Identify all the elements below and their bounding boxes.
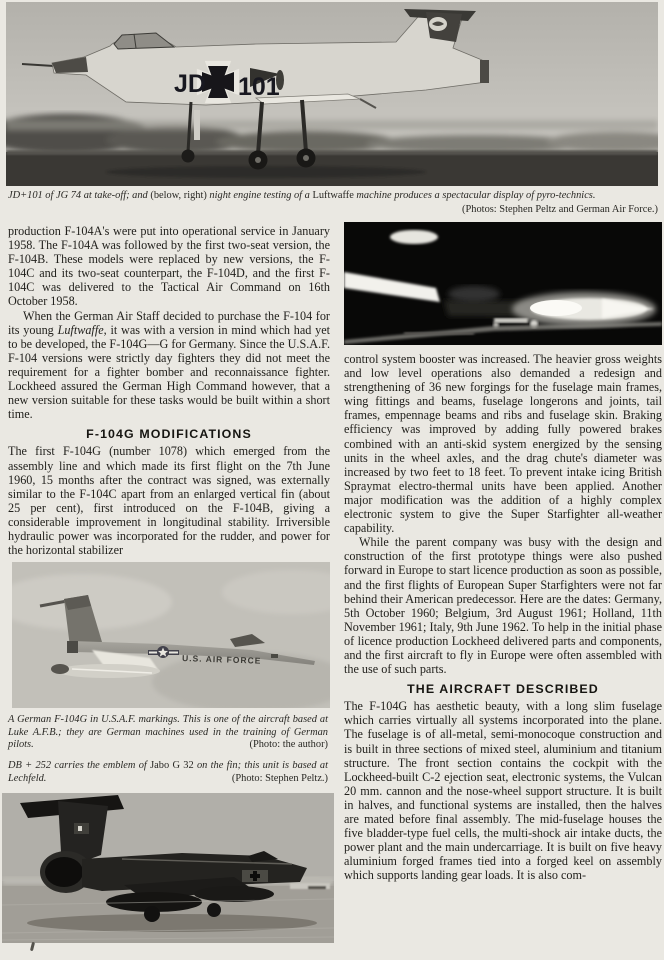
usaf-photo bbox=[12, 562, 330, 708]
page-edge-mark bbox=[30, 942, 35, 951]
caption-text: DB + 252 carries the emblem of Jabo G 32 on the fin; this unit is based at Lechfeld. bbox=[8, 760, 328, 784]
usaf-photo-caption bbox=[8, 714, 328, 751]
right-column bbox=[344, 222, 662, 882]
usaf-fuselage-text: U.S. AIR FORCE bbox=[181, 653, 262, 666]
aircraft-code-left: JD bbox=[174, 70, 206, 98]
caption-text: JD+101 of JG 74 at take-off; and (below, right) night engine testing of a Luftwaffe machine produces a spectacular display of pyro-technics. bbox=[8, 190, 596, 201]
photo-credit: (Photo: Stephen Peltz.) bbox=[231, 772, 328, 784]
takeoff-photo bbox=[6, 2, 658, 186]
night-test-photo bbox=[344, 222, 662, 345]
left-column bbox=[8, 224, 330, 943]
section-heading-modifications: F-104G MODIFICATIONS bbox=[86, 427, 252, 442]
aircraft-code-right: 101 bbox=[238, 73, 280, 101]
takeoff-photo-art bbox=[6, 2, 658, 186]
body-paragraph: control system booster was increased. The heavier gross weights and low level operations also demanded a redesign and strengthening of 36 new forgings for the fuselage main frames, wing fittings and beams, fuselage longerons and joints, tail frames, empennage beams and ribs and fuselage skin. Braking efficiency was improved by adding fully powered brakes combined with an anti-skid system energized by the sensing units in the wheel axles, and the drag chute's diameter was increased by two feet to 18 feet. To prevent intake icing British Spraymat electro-thermal units have been applied. Another major modification was the addition of a highly complex electronic system to give the Super Starfighter all-weather capability. bbox=[344, 352, 662, 536]
tail-photo-caption bbox=[8, 760, 328, 785]
body-paragraph: The first F-104G (number 1078) which emerged from the assembly line and which made its first flight on the 7th June 1960, 15 months after the contract was signed, was externally similar to the F-104C apart from an enlarged vertical fin (about 25 per cent), first introduced on the F-104B, giving a considerable improvement in longitudinal stability. Irriversible hydraulic power was incorporated for the rudder, and power for the horizontal stabilizer bbox=[8, 444, 330, 558]
body-paragraph: production F-104A's were put into operational service in January 1958. The F-104A was followed by the first two-seat version, the F-104B. These models were replaced by new versions, the F-104C and its two-seat counterpart, the F-104D, and the first F-104C was delivered to the Tactical Air Command on 16th October 1958. bbox=[8, 224, 330, 309]
top-photo-caption bbox=[8, 190, 658, 216]
body-paragraph: The F-104G has aesthetic beauty, with a long slim fuselage which carries virtually all systems incorporated into the plane. The fuselage is of all-metal, semi-monocoque construction and is built in three sections of mixed steel, aluminium and titanium structure. The front section contains the cockpit with the Lockheed-built C-2 ejection seat, electronic systems, the Vulcan 20 mm. cannon and the nose-wheel support structure. It is built in halves, and functional systems are installed, then the halves are mated before final assembly. The mid-fuselage houses the five bladder-type fuel cells, the multi-shock air intake ducts, the power plant and the main undercarriage. It is built on five heavy aluminium forged frames tied into a forged keel on assembly which supports landing gear loads. It is also com- bbox=[344, 699, 662, 883]
body-paragraph: While the parent company was busy with the design and construction of the first prototype things were also pushed forward in Europe to start licence production as soon as possible, and the first flights of European Super Starfighters were not far behind their American predecessor. Here are the dates: Germany, 5th October 1960; Belgium, 3rd August 1961; Holland, 11th November 1961; Italy, 9th June 1962. To help in the initial phase of licence production Lockheed delivered parts and components, and the first aircraft to fly in Europe were often assembled with the use of such parts. bbox=[344, 535, 662, 677]
photo-credit: (Photos: Stephen Peltz and German Air Force.) bbox=[462, 203, 658, 215]
body-paragraph: When the German Air Staff decided to purchase the F-104 for its young Luftwaffe, it was with a version in mind which had yet to be developed, the F-104G—G for Germany. Since the U.S.A.F. F-104 versions were strictly day fighters they did not meet the requirement for a fighter bomber and reconnaissance fighter. Lockheed assured the German High Command however, that a new version suitable for these tasks would be built within a short time. bbox=[8, 308, 330, 422]
section-heading-described: THE AIRCRAFT DESCRIBED bbox=[407, 682, 599, 697]
caption-text: A German F-104G in U.S.A.F. markings. This is one of the aircraft based at Luke A.F.B.; they are German machines used in the training of German pilots. bbox=[8, 714, 328, 751]
photo-credit: (Photo: the author) bbox=[249, 738, 328, 750]
tail-photo bbox=[2, 793, 334, 943]
